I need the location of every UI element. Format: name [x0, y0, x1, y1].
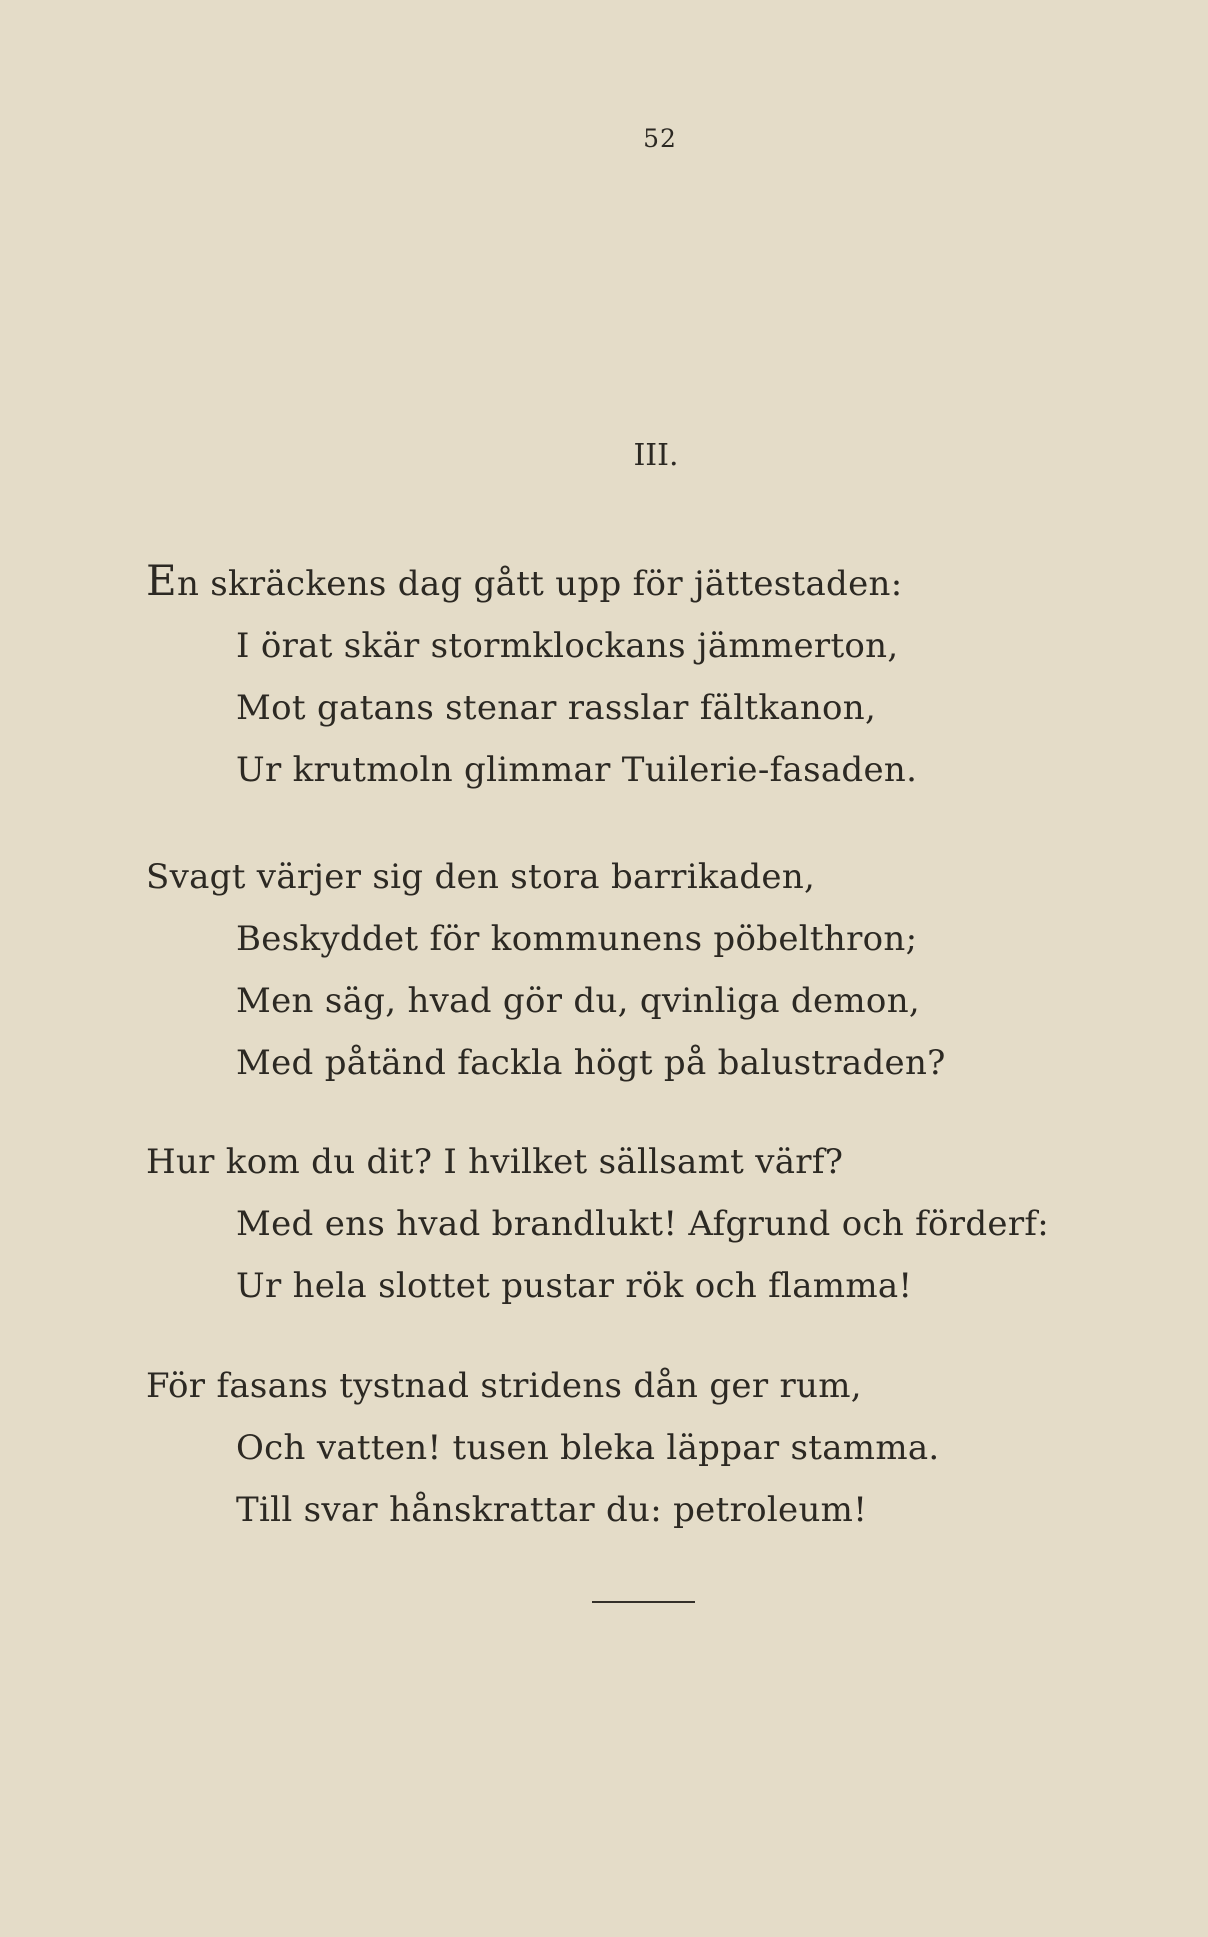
poem-line: I örat skär stormklockans jämmerton, — [236, 626, 899, 666]
poem-line: Mot gatans stenar rasslar fältkanon, — [236, 688, 877, 728]
poem-line: Med påtänd fackla högt på balustraden? — [236, 1043, 946, 1083]
poem-line: Hur kom du dit? I hvilket sällsamt värf? — [146, 1142, 844, 1182]
page-number: 52 — [643, 124, 677, 153]
end-rule — [592, 1601, 695, 1603]
poem-line: Svagt värjer sig den stora barrikaden, — [146, 857, 816, 897]
section-heading: III. — [633, 438, 679, 473]
poem-line: Beskyddet för kommunens pöbelthron; — [236, 919, 918, 959]
line-text: n skräckens dag gått upp för jättestaden: — [176, 564, 903, 604]
poem-line: Men säg, hvad gör du, qvinliga demon, — [236, 981, 920, 1021]
poem-line: Till svar hånskrattar du: petroleum! — [236, 1490, 868, 1530]
poem-line: Och vatten! tusen bleka läppar stamma. — [236, 1428, 940, 1468]
poem-line: Med ens hvad brandlukt! Afgrund och förderf: — [236, 1204, 1050, 1244]
poem-line: Ur krutmoln glimmar Tuilerie-fasaden. — [236, 750, 918, 790]
drop-cap: E — [146, 556, 177, 605]
poem-line: För fasans tystnad stridens dån ger rum, — [146, 1366, 862, 1406]
poem-line — [146, 556, 903, 608]
poem-line: Ur hela slottet pustar rök och flamma! — [236, 1266, 913, 1306]
